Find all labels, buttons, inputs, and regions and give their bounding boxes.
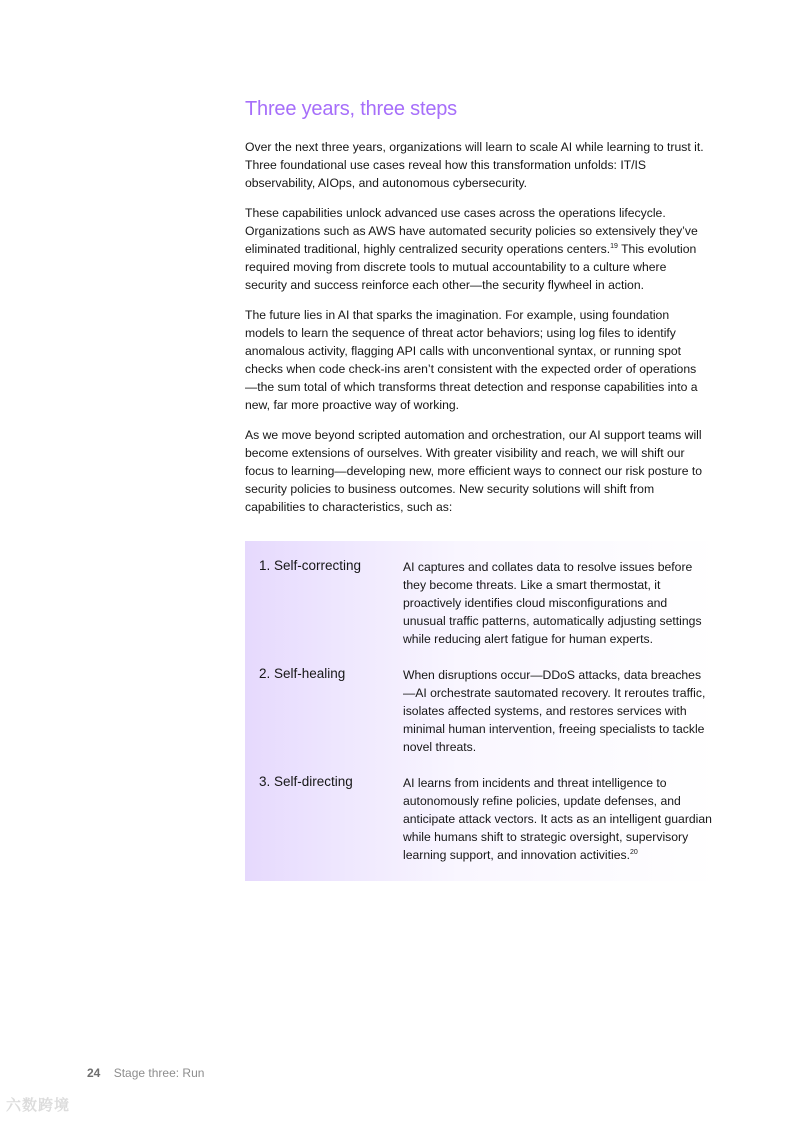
page-footer xyxy=(87,1066,204,1080)
section-name: Stage three: Run xyxy=(113,1066,205,1080)
paragraph-1: Over the next three years, organizations will learn to scale AI while learning to trust it. Three foundational use cases reveal how this transformation unfolds: IT/IS observability, AIOps, and autonomous cybersecurity. xyxy=(245,140,704,190)
watermark-logo: 六数跨境 xyxy=(6,1097,71,1114)
paragraph-2-text-a: These capabilities unlock advanced use cases across the operations lifecycle. Organizations such as AWS have automated security policies so extensively they’ve eliminated traditional, highly centralized security operations centers. xyxy=(245,206,698,256)
characteristics-panel xyxy=(245,541,719,881)
characteristic-description: AI captures and collates data to resolve issues before they become threats. Like a smart thermostat, it proactively identifies cloud misconfigurations and unusual traffic patterns, automatically adjusting settings while reducing alert fatigue for human experts. xyxy=(403,560,702,646)
page-heading: Three years, three steps xyxy=(245,98,457,120)
body-text xyxy=(245,138,707,528)
characteristic-title: 1. Self-correcting xyxy=(259,558,362,573)
paragraph-2 xyxy=(245,204,707,294)
characteristic-title: 3. Self-directing xyxy=(259,774,353,789)
characteristic-description xyxy=(403,774,713,864)
characteristic-description: When disruptions occur—DDoS attacks, data breaches—AI orchestrate sautomated recovery. It reroutes traffic, isolates affected systems, and restores services with minimal human intervention, freeing specialists to tackle novel threats. xyxy=(403,668,706,754)
characteristic-description-text: AI learns from incidents and threat intelligence to autonomously refine policies, update defenses, and anticipate attack vectors. It acts as an intelligent guardian while humans shift to strategic oversight, supervisory learning support, and innovation activities. xyxy=(403,776,712,862)
paragraph-4: As we move beyond scripted automation and orchestration, our AI support teams will become extensions of ourselves. With greater visibility and reach, we will shift our focus to learning—developing new, more efficient ways to connect our risk posture to security policies to business outcomes. New security solutions will shift from capabilities to characteristics, such as: xyxy=(245,428,703,514)
paragraph-3: The future lies in AI that sparks the imagination. For example, using foundation models to learn the sequence of threat actor behaviors; using log files to identify anomalous activity, flagging API calls with unconventional syntax, or running spot checks when code check-ins aren’t consistent with the expected order of operations —the sum total of which transforms threat detection and response capabilities into a new, far more proactive way of working. xyxy=(245,308,698,412)
footnote-ref-19[interactable]: 19 xyxy=(610,242,618,250)
footnote-ref-20[interactable]: 20 xyxy=(629,848,638,856)
characteristic-title: 2. Self-healing xyxy=(259,666,346,681)
paragraph-2-text-b: This evolution required moving from discrete tools to mutual accountability to a culture where security and success reinforce each other—the security flywheel in action. xyxy=(245,242,697,292)
page-number: 24 xyxy=(87,1066,101,1080)
